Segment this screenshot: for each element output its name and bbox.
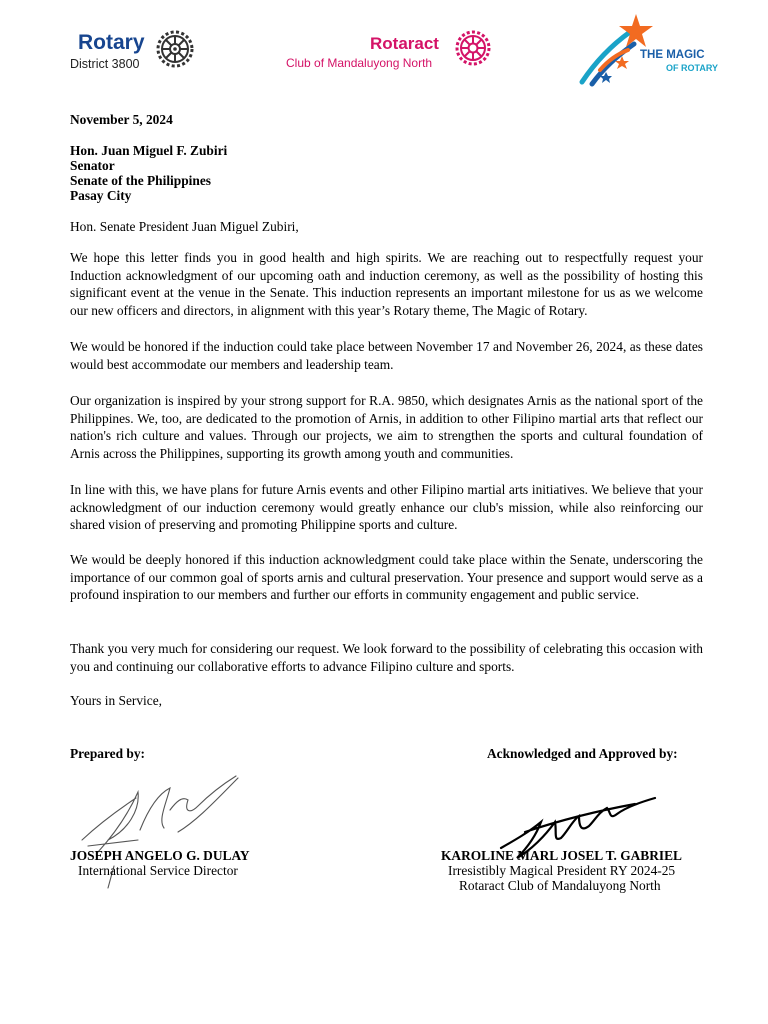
magic-line-2: OF ROTARY — [666, 63, 718, 73]
rotaract-club-logo — [285, 28, 500, 74]
body-paragraph-2: We would be honored if the induction could take place between November 17 and November 26, 2024, as these dates would best accommodate our members and leadership team. — [70, 339, 703, 372]
recipient-name: Hon. Juan Miguel F. Zubiri — [70, 143, 228, 158]
rotaract-wheel-icon — [453, 28, 493, 68]
rotaract-wordmark: Rotaract — [370, 34, 439, 53]
body-paragraph-5: We would be deeply honored if this induction acknowledgment could take place within the Senate, underscoring the importance of our common goal of sports arnis and cultural preservation. Your presence and support would serve as a profound inspiration to our members and further our efforts in community engagement and public service. — [70, 552, 703, 603]
magic-of-rotary-logo — [578, 12, 718, 90]
recipient-org: Senate of the Philippines — [70, 173, 211, 188]
rotary-wheel-icon — [154, 28, 196, 70]
closing: Yours in Service, — [70, 693, 163, 708]
rotary-district: District 3800 — [70, 57, 140, 71]
magic-line-1: THE MAGIC — [640, 49, 705, 61]
rotaract-club-name: Club of Mandaluyong North — [286, 56, 433, 70]
approved-by-label: Acknowledged and Approved by: — [487, 746, 678, 761]
recipient-title: Senator — [70, 158, 115, 173]
recipient-city: Pasay City — [70, 188, 132, 203]
salutation: Hon. Senate President Juan Miguel Zubiri, — [70, 219, 299, 234]
body-paragraph-4: In line with this, we have plans for future Arnis events and other Filipino martial arts initiatives. We believe that your acknowledgment of our induction ceremony would greatly enhance our club's mission, while also reinforcing our shared vision of preserving and promoting Philippine sports and culture. — [70, 482, 703, 533]
approver-name: KAROLINE MARL JOSEL T. GABRIEL — [441, 848, 682, 863]
letter-date: November 5, 2024 — [70, 112, 173, 127]
preparer-name: JOSEPH ANGELO G. DULAY — [70, 848, 250, 863]
rotary-district-logo — [70, 26, 200, 74]
body-paragraph-3: Our organization is inspired by your strong support for R.A. 9850, which designates Arnis as the national sport of the Philippines. We, too, are dedicated to the promotion of Arnis, in addition to other Filipino martial arts that reflect our nation's rich culture and values. Through our projects, we aim to strengthen the sports and cultural foundation of Arnis across the Philippines, supporting its growth among youth and communities. — [70, 393, 703, 461]
approver-club: Rotaract Club of Mandaluyong North — [459, 878, 661, 893]
rotary-wordmark: Rotary — [78, 31, 145, 54]
body-paragraph-1: We hope this letter finds you in good health and high spirits. We are reaching out to respectfully request your Induction acknowledgment of our upcoming oath and induction ceremony, as well as the possibility of hosting this significant event at the venue in the Senate. This induction represents an important milestone for us as we welcome our new officers and directors, in alignment with this year’s Rotary theme, The Magic of Rotary. — [70, 250, 703, 318]
body-paragraph-6: Thank you very much for considering our request. We look forward to the possibility of celebrating this occasion with you and continuing our collaborative efforts to advance Filipino culture and sports. — [70, 641, 703, 674]
preparer-role: International Service Director — [78, 863, 238, 878]
approver-role: Irresistibly Magical President RY 2024-25 — [448, 863, 676, 878]
prepared-by-label: Prepared by: — [70, 746, 146, 761]
